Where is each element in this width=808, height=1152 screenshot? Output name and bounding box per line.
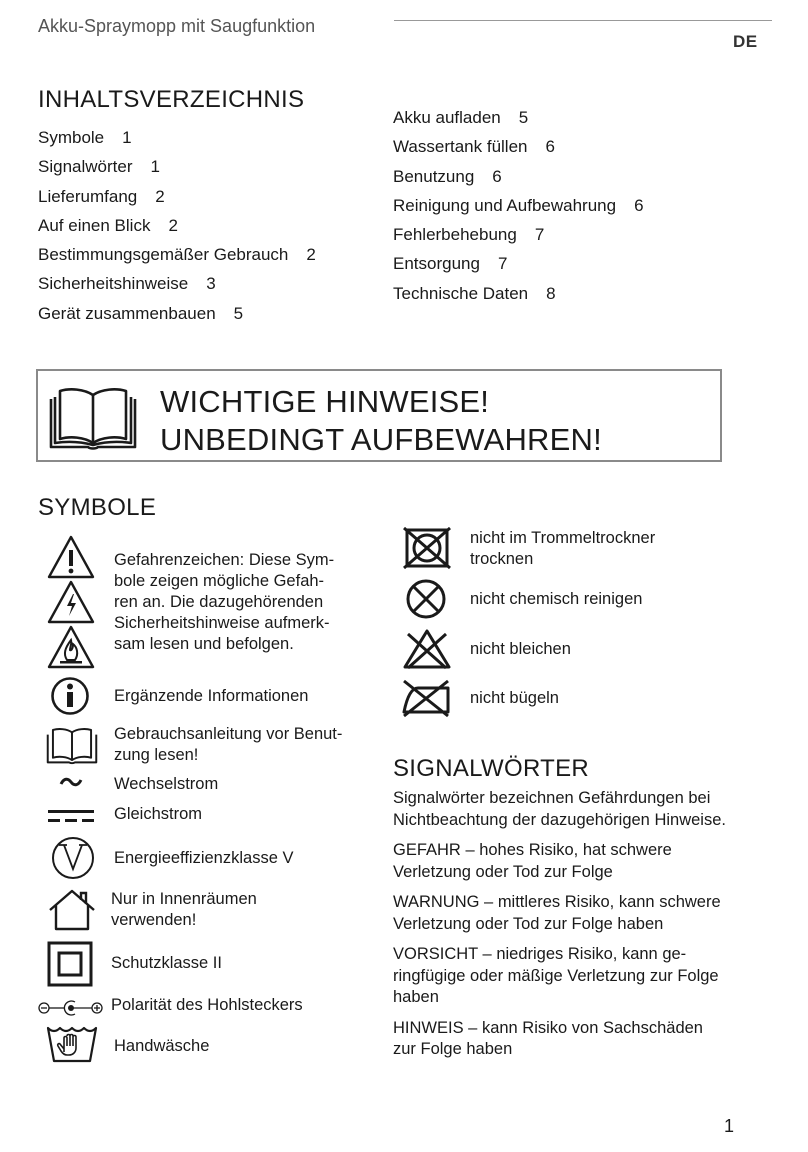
toc-item-label: Benutzung xyxy=(393,166,475,186)
toc-item-page: 7 xyxy=(534,225,545,245)
tilde-icon xyxy=(58,772,84,797)
toc-item-label: Sicherheitshinweise xyxy=(38,274,189,294)
toc-heading: INHALTSVERZEICHNIS xyxy=(38,86,305,113)
toc-item[interactable] xyxy=(393,132,644,161)
polarity-icon xyxy=(37,998,105,1023)
info-icon xyxy=(50,676,90,721)
language-code: DE xyxy=(733,32,758,51)
signal-description: – mittleres Risiko, kann schwere Verletzung oder Tod zur Folge haben xyxy=(393,893,721,933)
toc-item-page: 6 xyxy=(492,166,502,186)
toc-item-page: 5 xyxy=(233,303,244,323)
toc-right-column xyxy=(393,103,644,308)
toc-item[interactable] xyxy=(393,103,644,132)
no-bleach-icon xyxy=(402,628,452,675)
double-square-icon xyxy=(47,941,93,992)
symbol-label: Handwäsche xyxy=(114,1037,210,1055)
document-title: Akku-Spraymopp mit Saugfunktion xyxy=(38,16,316,36)
toc-item-label: Signalwörter xyxy=(38,157,133,177)
signal-word: WARNUNG xyxy=(393,893,480,911)
signal-word: HINWEIS xyxy=(393,1018,464,1037)
toc-item-page: 5 xyxy=(518,108,529,127)
book-icon xyxy=(46,724,98,771)
signal-description: – niedriges Risiko, kann ge-ringfügige oder mäßige Verletzung zur Folge haben xyxy=(393,945,719,1006)
symbol-label: Ergänzende Informationen xyxy=(114,687,309,705)
toc-item-page: 2 xyxy=(306,245,316,265)
toc-item-page: 7 xyxy=(497,254,508,274)
toc-item-label: Wassertank füllen xyxy=(393,137,528,157)
toc-item-label: Lieferumfang xyxy=(38,186,138,206)
header-divider xyxy=(394,20,772,21)
no-dry-clean-icon xyxy=(404,577,448,626)
energy-v-icon xyxy=(50,836,96,885)
symbol-label: Wechselstrom xyxy=(114,775,219,793)
signal-words-body xyxy=(393,788,728,1070)
symbol-label: Schutzklasse II xyxy=(111,954,222,972)
toc-item-label: Reinigung und Aufbewahrung xyxy=(393,195,617,215)
signal-word: VORSICHT xyxy=(393,945,478,963)
symbol-label: nicht bleichen xyxy=(470,640,571,658)
signal-description: – hohes Risiko, hat schwere Verletzung oder Tod zur Folge xyxy=(393,841,672,881)
toc-item-label: Technische Daten xyxy=(393,283,529,303)
toc-item-page: 1 xyxy=(122,128,132,147)
signal-word: GEFAHR xyxy=(393,841,461,859)
toc-item-label: Fehlerbehebung xyxy=(393,225,517,245)
toc-item[interactable] xyxy=(38,240,316,269)
toc-item[interactable] xyxy=(393,220,644,249)
no-tumble-dry-icon xyxy=(402,527,452,574)
symbol-label: nicht chemisch reinigen xyxy=(470,590,643,608)
house-icon xyxy=(48,888,96,937)
toc-left-column xyxy=(38,123,316,328)
symbol-label: Gleichstrom xyxy=(114,805,203,823)
toc-item[interactable] xyxy=(38,269,316,298)
toc-item-page: 8 xyxy=(546,283,556,303)
banner-text xyxy=(160,383,602,459)
symbol-label: Nur in Innenräumen verwenden! xyxy=(111,890,257,929)
toc-item-label: Symbole xyxy=(38,128,105,147)
toc-item-label: Gerät zusammenbauen xyxy=(38,303,216,323)
toc-item[interactable] xyxy=(38,211,316,240)
banner-line-1: WICHTIGE HINWEISE! xyxy=(160,384,490,419)
toc-item-label: Akku aufladen xyxy=(393,108,501,127)
toc-item-page: 6 xyxy=(634,195,644,215)
signal-item xyxy=(393,892,728,935)
toc-item-label: Bestimmungsgemäßer Gebrauch xyxy=(38,245,289,265)
toc-item-page: 2 xyxy=(155,186,165,206)
toc-item[interactable] xyxy=(38,299,316,328)
toc-item-label: Auf einen Blick xyxy=(38,215,151,235)
toc-item-page: 3 xyxy=(206,274,216,294)
toc-item[interactable] xyxy=(38,152,316,181)
toc-item[interactable] xyxy=(393,191,644,220)
page-number: 1 xyxy=(724,1116,735,1136)
toc-item[interactable] xyxy=(393,249,644,278)
toc-item-page: 1 xyxy=(150,157,160,177)
signal-intro: Signalwörter bezeichnen Gefährdungen bei Nichtbeachtung der dazugehörigen Hinweise. xyxy=(393,789,726,829)
toc-item[interactable] xyxy=(393,279,644,308)
banner-line-2: UNBEDINGT AUFBEWAHREN! xyxy=(160,422,602,457)
signal-item xyxy=(393,840,728,883)
signal-item xyxy=(393,1018,728,1061)
toc-item[interactable] xyxy=(393,162,644,191)
symbol-label: Gebrauchsanleitung vor Benut- zung lesen! xyxy=(114,725,343,764)
book-icon xyxy=(48,381,138,458)
handwash-icon xyxy=(46,1024,98,1069)
toc-item[interactable] xyxy=(38,182,316,211)
signal-description: – kann Risiko von Sachschäden zur Folge haben xyxy=(393,1018,703,1058)
symbols-heading: SYMBOLE xyxy=(38,494,157,521)
toc-item[interactable] xyxy=(38,123,316,152)
toc-item-page: 6 xyxy=(545,137,555,157)
toc-item-page: 2 xyxy=(168,215,178,235)
dc-icon xyxy=(47,808,95,829)
signal-item xyxy=(393,944,728,1009)
warning-triangle-icons xyxy=(46,534,96,675)
symbol-label: nicht im Trommeltrockner trocknen xyxy=(470,529,656,568)
symbol-label: Polarität des Hohlsteckers xyxy=(111,996,303,1014)
signal-words-heading: SIGNALWÖRTER xyxy=(393,755,590,782)
important-notice-banner xyxy=(36,369,722,462)
symbol-label: nicht bügeln xyxy=(470,689,559,707)
toc-item-label: Entsorgung xyxy=(393,254,480,274)
symbol-label: Gefahrenzeichen: Diese Sym- bole zeigen mögliche Gefah- ren an. Die dazugehörenden Sicherheitshinweise aufmerk- sam lesen und befolgen. xyxy=(114,551,335,653)
symbol-label: Energieeffizienzklasse V xyxy=(114,849,294,867)
no-iron-icon xyxy=(400,678,452,723)
